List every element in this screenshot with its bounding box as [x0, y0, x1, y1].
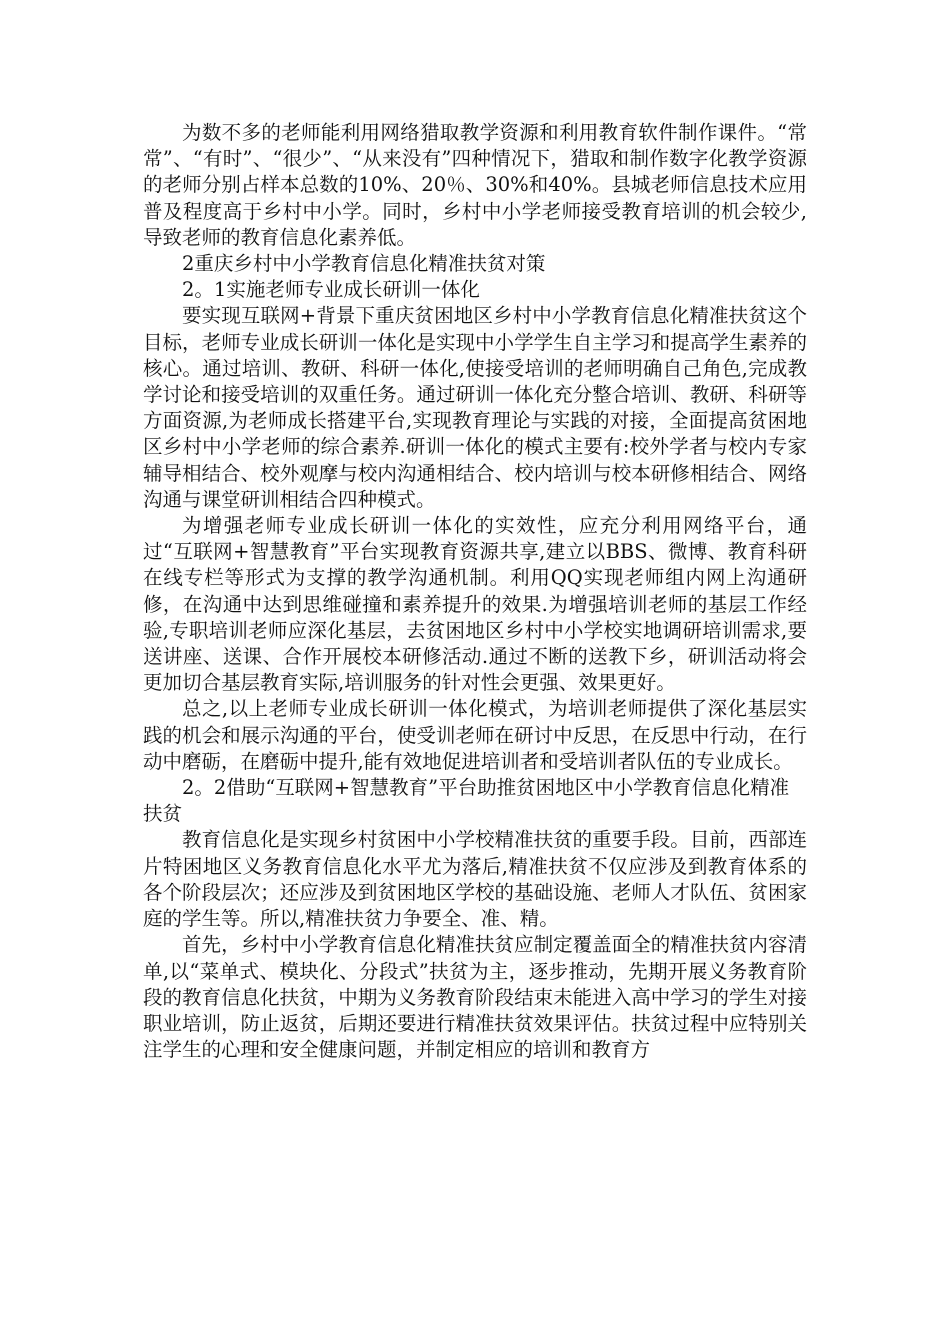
paragraph-1: 为数不多的老师能利用网络猎取教学资源和利用教育软件制作课件。“常常”、“有时”、“很少”、“从来没有”四种情况下，猎取和制作数字化教学资源的老师分别占样本总数的10%、20％、30%和40%。县城老师信息技术应用普及程度高于乡村中小学。同时，乡村中小学老师接受教育培训的机会较少,导致老师的教育信息化素养低。 — [143, 121, 807, 249]
paragraph-6: 首先，乡村中小学教育信息化精准扶贫应制定覆盖面全的精准扶贫内容清单,以“菜单式、模块化、分段式”扶贫为主，逐步推动，先期开展义务教育阶段的教育信息化扶贫，中期为义务教育阶段结束未能进入高中学习的学生对接职业培训，防止返贫，后期还要进行精准扶贫效果评估。扶贫过程中应特别关注学生的心理和安全健康问题，并制定相应的培训和教育方 — [143, 933, 807, 1062]
paragraph-2: 要实现互联网+背景下重庆贫困地区乡村中小学教育信息化精准扶贫这个目标，老师专业成长研训一体化是实现中小学学生自主学习和提高学生素养的核心。通过培训、教研、科研一体化,使接受培训的老师明确自己角色,完成教学讨论和接受培训的双重任务。通过研训一体化充分整合培训、教研、科研等方面资源,为老师成长搭建平台,实现教育理论与实践的对接，全面提高贫困地区乡村中小学老师的综合素养.研训一体化的模式主要有:校外学者与校内专家辅导相结合、校外观摩与校内沟通相结合、校内培训与校本研修相结合、网络沟通与课堂研训相结合四种模式。 — [143, 304, 807, 511]
document-page — [143, 120, 807, 1063]
paragraph-3: 为增强老师专业成长研训一体化的实效性，应充分利用网络平台，通过“互联网+智慧教育”平台实现教育资源共享,建立以BBS、微博、教育科研在线专栏等形式为支撑的教学沟通机制。利用QQ实现老师组内网上沟通研修，在沟通中达到思维碰撞和素养提升的效果.为增强培训老师的基层工作经验,专职培训老师应深化基层，去贫困地区乡村中小学校实地调研培训需求,要送讲座、送课、合作开展校本研修活动.通过不断的送教下乡，研训活动将会更加切合基层教育实际,培训服务的针对性会更强、效果更好。 — [143, 514, 807, 695]
paragraph-5: 教育信息化是实现乡村贫困中小学校精准扶贫的重要手段。目前，西部连片特困地区义务教育信息化水平尤为落后,精准扶贫不仅应涉及到教育体系的各个阶段层次；还应涉及到贫困地区学校的基础设施、老师人才队伍、贫困家庭的学生等。所以,精准扶贫力争要全、准、精。 — [143, 828, 807, 931]
section-heading-2: 2重庆乡村中小学教育信息化精准扶贫对策 — [182, 252, 546, 276]
subsection-heading-2-1: 2。1实施老师专业成长研训一体化 — [182, 278, 480, 302]
subsection-heading-2-2: 2。2借助“互联网+智慧教育”平台助推贫困地区中小学教育信息化精准扶贫 — [143, 776, 790, 826]
paragraph-4: 总之,以上老师专业成长研训一体化模式，为培训老师提供了深化基层实践的机会和展示沟通的平台，使受训老师在研讨中反思，在反思中行动，在行动中磨砺，在磨砺中提升,能有效地促进培训者和受培训者队伍的专业成长。 — [143, 697, 807, 773]
